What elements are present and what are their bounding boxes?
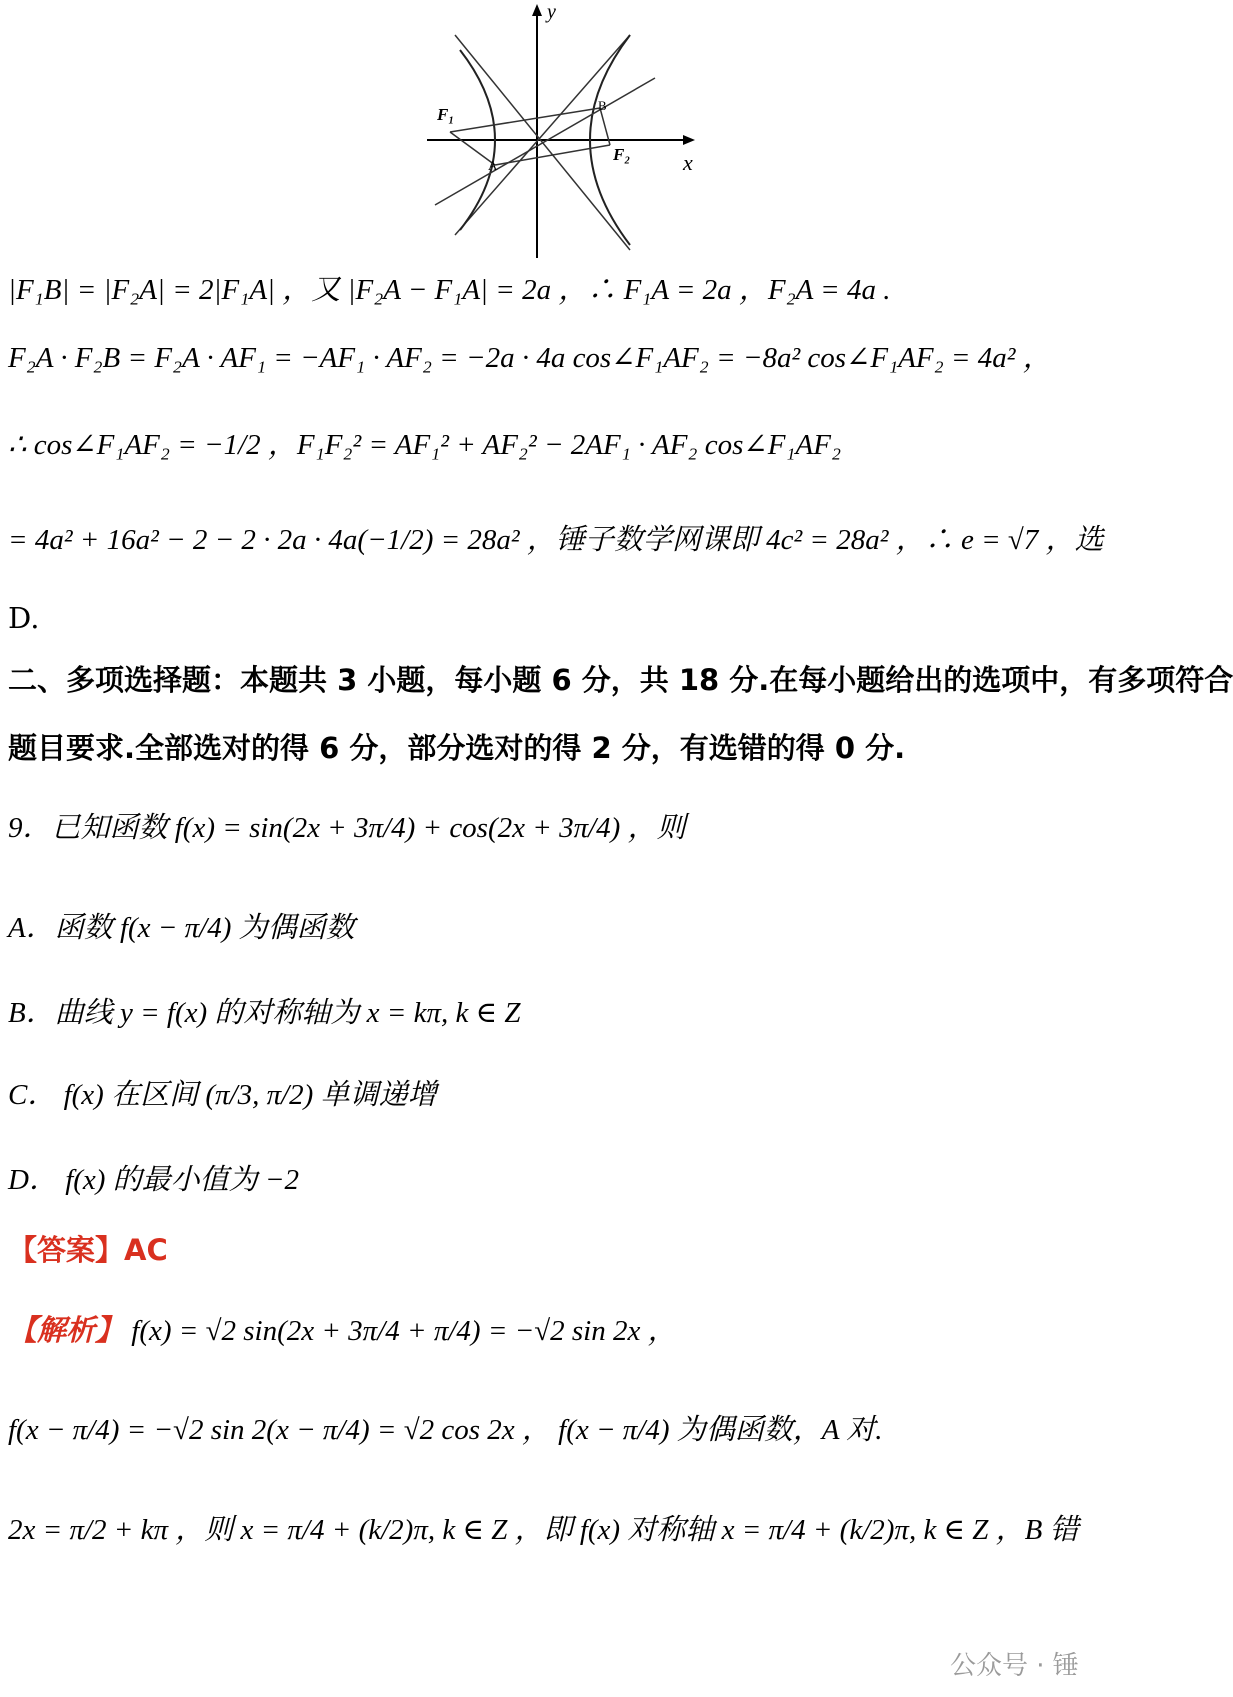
x-axis-label: x bbox=[683, 150, 693, 175]
question-9: 9．已知函数 f(x) = sin(2x + 3π/4) + cos(2x + 3π/4) ，则 bbox=[8, 812, 686, 844]
point-F1-label: F₁ bbox=[437, 105, 455, 124]
watermark: 公众号 · 锤 bbox=[950, 1651, 1079, 1681]
asymptote-2 bbox=[455, 35, 630, 235]
y-axis-label: y bbox=[547, 1, 556, 23]
option-c: C． f(x) 在区间 (π/3, π/2) 单调递增 bbox=[8, 1079, 437, 1111]
solution-line-2: F₂A · F₂B = F₂A · AF₁ = −AF₁ · AF₂ = −2a · 4a cos∠F₁AF₂ = −8a² cos∠F₁AF₂ = 4a² ， bbox=[8, 342, 1052, 374]
solution-line-4: = 4a² + 16a² − 2 − 2 · 2a · 4a(−1/2) = 28a² ，锤子数学网课即 4c² = 28a² ，∴ e = √7 ，选 bbox=[8, 524, 1104, 556]
section-heading-2: 题目要求.全部选对的得 6 分，部分选对的得 2 分，有选错的得 0 分. bbox=[8, 731, 906, 765]
section-heading-1: 二、多项选择题：本题共 3 小题，每小题 6 分，共 18 分.在每小题给出的选项中，有多项符合 bbox=[8, 663, 1233, 697]
analysis-line-3: 2x = π/2 + kπ ，则 x = π/4 + (k/2)π, k ∈ Z ，即 f(x) 对称轴 x = π/4 + (k/2)π, k ∈ Z ，B 错 bbox=[8, 1514, 1079, 1546]
analysis-label: 【解析】 bbox=[8, 1313, 125, 1347]
point-A-label: A bbox=[488, 158, 498, 173]
line-AB bbox=[435, 78, 655, 205]
solution-line-3: ∴ cos∠F₁AF₂ = −1/2 ，F₁F₂² = AF₁² + AF₂² − 2AF₁ · AF₂ cos∠F₁AF₂ bbox=[8, 429, 842, 461]
line-F1B bbox=[450, 108, 600, 132]
x-axis-arrow bbox=[683, 135, 695, 145]
answer-label: 【答案】AC bbox=[8, 1233, 168, 1267]
option-a: A．函数 f(x − π/4) 为偶函数 bbox=[8, 912, 355, 944]
option-d: D． f(x) 的最小值为 −2 bbox=[8, 1164, 300, 1196]
option-b: B．曲线 y = f(x) 的对称轴为 x = kπ, k ∈ Z bbox=[8, 997, 521, 1029]
hyperbola-figure bbox=[437, 0, 765, 265]
point-F2-label: F₂ bbox=[613, 145, 631, 164]
solution-line-5: D. bbox=[8, 601, 40, 635]
analysis-line-1 bbox=[8, 1310, 1192, 1351]
analysis-text-1: f(x) = √2 sin(2x + 3π/4 + π/4) = −√2 sin 2x ， bbox=[131, 1315, 677, 1347]
analysis-line-2: f(x − π/4) = −√2 sin 2(x − π/4) = √2 cos 2x ， f(x − π/4) 为偶函数，A 对. bbox=[8, 1414, 883, 1446]
point-B-label: B bbox=[598, 98, 607, 113]
y-axis-arrow bbox=[532, 4, 542, 16]
solution-line-1: |F₁B| = |F₂A| = 2|F₁A| ，又 |F₂A − F₁A| = 2a ，∴ F₁A = 2a ，F₂A = 4a . bbox=[8, 274, 891, 306]
